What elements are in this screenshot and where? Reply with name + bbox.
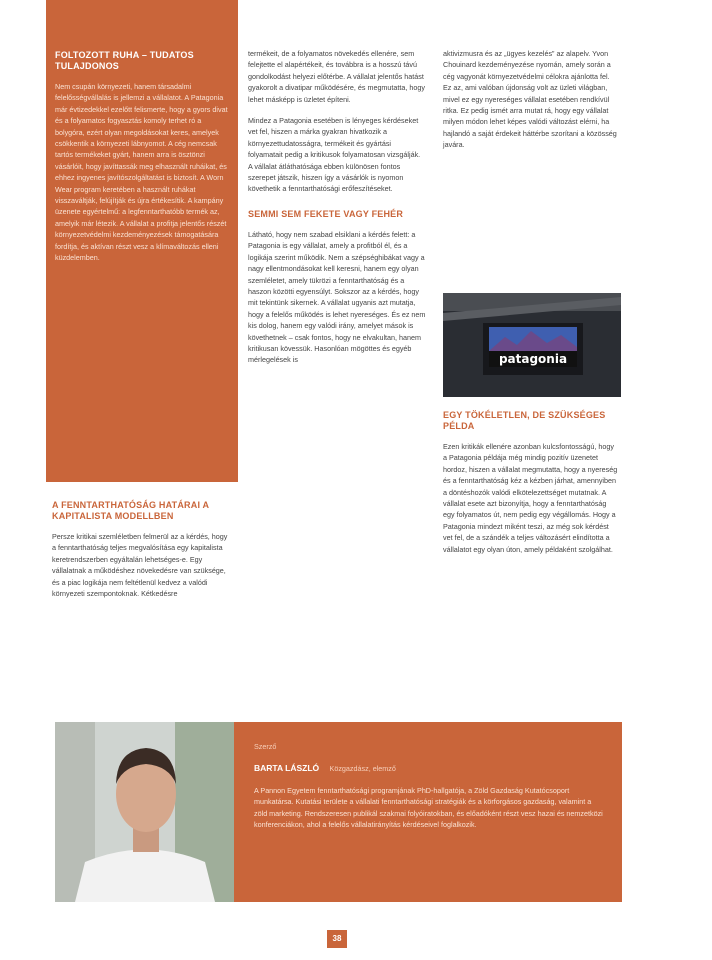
author-name: BARTA LÁSZLÓ — [254, 763, 320, 773]
col2-paragraph-3: Látható, hogy nem szabad elsiklani a kérdés felett: a Patagonia is egy vállalat, amely a profitból él, és a logikája szerint működik. Nem a szépséghibákat vagy a nagy ellentmondásokat kell keresni, hanem egy olyan szemléletet, amely tükrözi a fenntarthatóság és a haszon közötti egyensúlyt. Sokszor az a kérdés, hogy mit tekintünk sikernek. A vállalat ugyanis azt mutatja, hogy a felelős működés is lehet nyereséges. És ez nem kis dolog, hanem egy valódi irány, amelyet mások is követhetnek – csak fontos, hogy ne elvakultan, hanem kritikusan kövessük. Hasonlóan mögöttes és egyéb mérlegelések is — [248, 229, 426, 365]
col2-paragraph-2: Mindez a Patagonia esetében is lényeges kérdéseket vet fel, hiszen a márka gyakran hivatkozik a környezettudatosságra, termékeit és gyártási folyamatait pedig a kritikusok folyamatosan vizsgálják. A vállalat átláthatósága ebben különösen fontos szerepet játszik, hiszen így a vásárlók is nyomon követhetik a fenntarthatósági erőfeszítéseket. — [248, 116, 421, 194]
sidebar-box — [46, 0, 238, 482]
column-3-lower — [443, 410, 618, 565]
col3-title: EGY TÖKÉLETLEN, DE SZÜKSÉGES PÉLDA — [443, 410, 606, 431]
col2-title: SEMMI SEM FEKETE VAGY FEHÉR — [248, 208, 404, 219]
bio-name-line — [254, 763, 604, 773]
author-portrait — [55, 722, 234, 902]
col3-paragraph-1: aktivizmusra és az „ügyes kezelés” az alapelv. Yvon Chouinard kezdeményezése nyomán, amely során a cég vagyonát környezetvédelmi célokra ajánlotta fel. Ez az, ami valóban újdonság volt az üzleti világban, mivel ez egy nyereséges vállalat esetében rendkívül ritka. Ez pedig ismét arra mutat rá, hogy egy vállalat milyen módon lehet képes valódi változást elérni, ha hajlandó a saját érdekeit háttérbe szorítani a közösség javára. — [443, 49, 617, 150]
box-title: FOLTOZOTT RUHA – TUDATOS TULAJDONOS — [55, 50, 194, 71]
column-2 — [248, 48, 426, 376]
store-sign-image — [443, 293, 621, 397]
page-number: 38 — [327, 930, 347, 948]
col3-paragraph-2: Ezen kritikák ellenére azonban kulcsfontosságú, hogy a Patagonia példája még mindig pozitív üzenetet hordoz, hiszen a vállalat megmutatta, hogy a nyereség és a fenntarthatóság kéz a kézben járhat, amennyiben a döntéshozók valódi elkötelezettséget mutatnak. A vállalat esete azt bizonyítja, hogy a fenntarthatóság egy folyamatos út, nem pedig egy végállomás. Hogy a Patagonia mindezt miként teszi, az még sok kérdést vet fel, de a szándék a teljes változásért elindította a vállalatot egy olyan úton, amely példaként szolgálhat. — [443, 442, 618, 554]
col1-text: Persze kritikai szemléletben felmerül az a kérdés, hogy a fenntarthatóság teljes megvalósítása egy kapitalista keretrendszerben egyáltalán lehetséges-e. Egy vállalatnak a működéshez növekedésre van szüksége, és a piac logikája nem feltétlenül kedvez a valódi környezeti szempontoknak. Kétkedésre — [52, 532, 228, 599]
author-bio — [234, 722, 622, 902]
box-text: Nem csupán környezeti, hanem társadalmi felelősségvállalás is jellemzi a vállalatot. A Patagonia már évtizedekkel ezelőtt felismerte, hogy a gyors divat és a folyamatos fogyasztás komoly terhet ró a bolygóra, ezért olyan megoldásokat keres, amelyek csökkentik a környezeti lábnyomot. A cég nemcsak tartós termékeket gyárt, hanem arra is ösztönzi vásárlóit, hogy javíttassák meg elhasznált ruháikat, és ehhez ingyenes javítószolgáltatást is biztosít. A Worn Wear program keretében a használt ruhákat visszaváltják, felújítják és újra értékesítik. A kampány üzenete egyértelmű: a legfenntarthatóbb termék az, amelyik már létezik. A vállalat a profitja jelentős részét környezetvédelmi kezdeményezések támogatására fordítja, és aktívan részt vesz a klímaváltozás elleni küzdelemben. — [55, 82, 228, 263]
column-3 — [443, 48, 618, 161]
bio-text: A Pannon Egyetem fenntarthatósági programjának PhD-hallgatója, a Zöld Gazdaság Kutatócsoport munkatársa. Kutatási területe a vállalati fenntarthatósági stratégiák és a körforgásos gazdaság, valamint a zöld marketing. Rendszeresen publikál szakmai folyóiratokban, és előadóként részt vesz hazai és nemzetközi konferenciákon, ahol a felelős vállalatirányítás kérdéseivel foglalkozik. — [254, 786, 603, 830]
column-1 — [52, 500, 230, 609]
bio-label: Szerző — [254, 742, 277, 751]
col1-title: A FENNTARTHATÓSÁG HATÁRAI A KAPITALISTA MODELLBEN — [52, 500, 209, 521]
col2-paragraph-1: termékeit, de a folyamatos növekedés ellenére, sem felejtette el alapértékeit, és továbbra is a hosszú távú gondolkodást helyezi előtérbe. A vállalat jelentős hatást gyakorolt a divatipar működésére, és megmutatta, hogy lehet másképp is üzletet építeni. — [248, 49, 425, 104]
author-role: Közgazdász, elemző — [329, 764, 396, 773]
store-sign-text: patagonia — [498, 352, 568, 366]
store-photo — [443, 293, 621, 397]
author-photo — [55, 722, 234, 902]
